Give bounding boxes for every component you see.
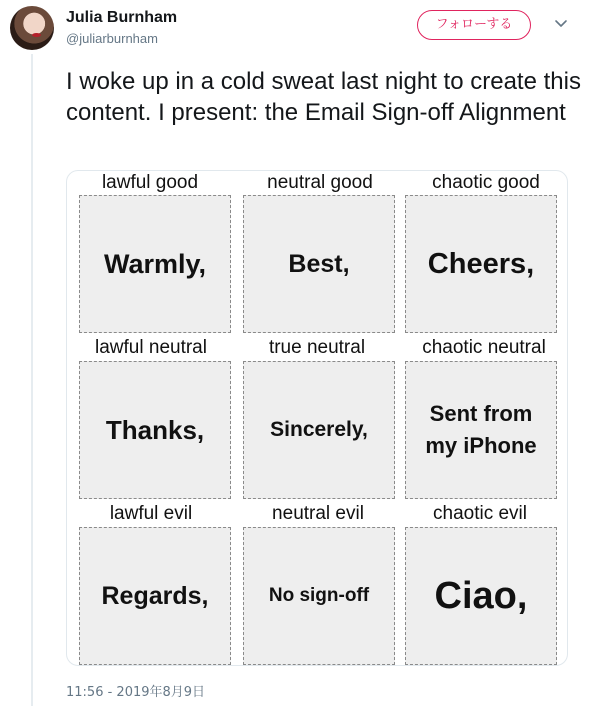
alignment-cell-chaotic-evil: Ciao, <box>405 527 557 665</box>
alignment-cell-lawful-good: Warmly, <box>79 195 231 333</box>
alignment-label: chaotic neutral <box>422 337 546 358</box>
author-display-name[interactable]: Julia Burnham <box>66 9 178 26</box>
alignment-cell-chaotic-neutral: Sent from my iPhone <box>405 361 557 499</box>
alignment-cell-lawful-evil: Regards, <box>79 527 231 665</box>
avatar[interactable] <box>10 6 54 50</box>
alignment-label: true neutral <box>268 337 366 358</box>
alignment-label: neutral evil <box>272 503 364 524</box>
alignment-cell-chaotic-good: Cheers, <box>405 195 557 333</box>
alignment-label: lawful neutral <box>95 337 207 358</box>
alignment-cell-lawful-neutral: Thanks, <box>79 361 231 499</box>
alignment-label: lawful evil <box>109 503 193 524</box>
follow-button[interactable]: フォローする <box>417 10 531 40</box>
alignment-chart-image[interactable] <box>66 170 568 666</box>
tweet-text: I woke up in a cold sweat last night to create this content. I present: the Email Sign-off Alignment <box>66 68 581 126</box>
chevron-down-icon[interactable] <box>554 18 568 30</box>
author-handle[interactable]: @juliarburnham <box>66 31 158 46</box>
alignment-cell-neutral-evil: No sign-off <box>243 527 395 665</box>
tweet-timestamp[interactable]: 11:56 - 2019年8月9日 <box>66 685 206 700</box>
thread-line <box>31 54 33 706</box>
alignment-label: chaotic evil <box>433 503 527 524</box>
alignment-cell-true-neutral: Sincerely, <box>243 361 395 499</box>
alignment-label: chaotic good <box>432 172 540 193</box>
alignment-label: neutral good <box>267 172 373 193</box>
avatar-detail <box>32 33 41 37</box>
alignment-label: lawful good <box>101 172 199 193</box>
alignment-cell-neutral-good: Best, <box>243 195 395 333</box>
